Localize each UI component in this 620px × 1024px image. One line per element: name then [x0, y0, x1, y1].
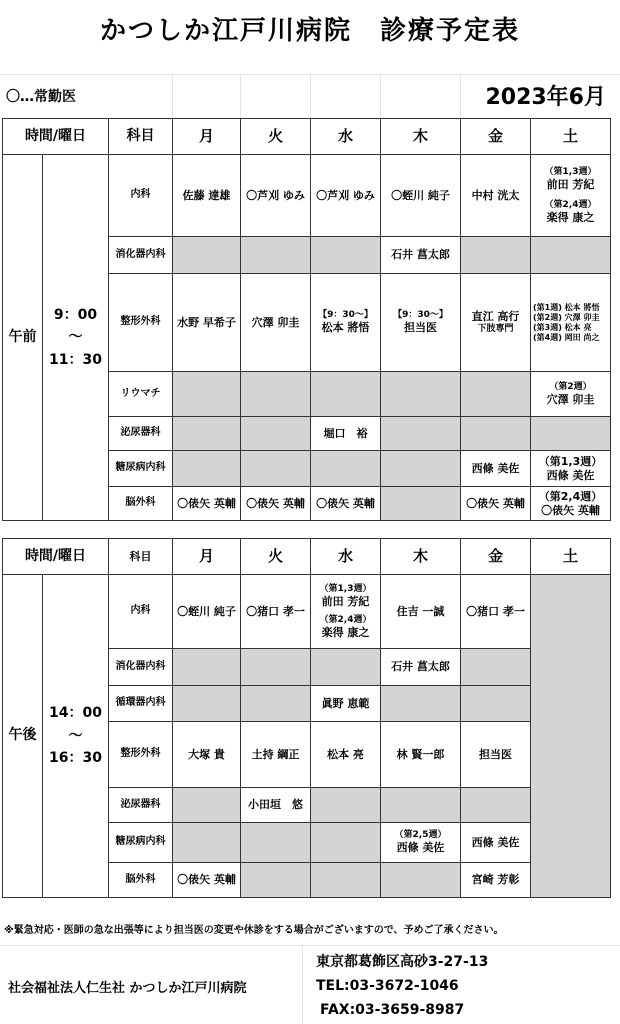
- header-day-mon: 月: [173, 539, 241, 575]
- closed-cell: [381, 417, 461, 451]
- closed-cell: [531, 237, 611, 274]
- week-note: （第2,4週）: [319, 614, 372, 625]
- pm-time-start: 14：00: [49, 705, 102, 722]
- closed-cell: [461, 686, 531, 722]
- closed-cell: [241, 823, 311, 863]
- closed-cell: [381, 451, 461, 487]
- doctor-cell: [311, 575, 381, 649]
- doctor-cell: 水野 早希子: [173, 274, 241, 372]
- time-note: 【9：30～】: [318, 310, 373, 320]
- grid-line: [460, 74, 461, 118]
- closed-cell: [531, 417, 611, 451]
- hospital-fax: FAX:03-3659-8987: [320, 1002, 465, 1018]
- header-day-wed: 水: [311, 539, 381, 575]
- pm-time-range: [43, 575, 109, 898]
- doctor-name: 西條 美佐: [546, 468, 595, 482]
- closed-cell: [381, 372, 461, 417]
- closed-cell: [241, 237, 311, 274]
- subject-cell: 整形外科: [109, 274, 173, 372]
- grid-line: [240, 74, 241, 118]
- grid-line: [172, 74, 173, 118]
- header-day-mon: 月: [173, 119, 241, 155]
- week-doctor-line: (第1週) 松本 將悟: [533, 302, 600, 312]
- closed-cell: [461, 788, 531, 823]
- pm-schedule-table: [2, 538, 611, 898]
- doctor-cell: 穴澤 卯圭: [241, 274, 311, 372]
- header-time-day: 時間/曜日: [3, 539, 109, 575]
- page-title: かつしか江戸川病院 診療予定表: [99, 16, 520, 46]
- doctor-name: 前田 芳紀: [546, 177, 595, 191]
- doctor-cell: 林 賢一郎: [381, 722, 461, 788]
- hospital-tel: TEL:03-3672-1046: [316, 978, 459, 994]
- pm-time-end: 16：30: [49, 750, 102, 767]
- doctor-cell: 〇俵矢 英輔: [173, 487, 241, 521]
- header-day-tue: 火: [241, 119, 311, 155]
- doctor-cell: [381, 274, 461, 372]
- closed-cell: [311, 372, 381, 417]
- grid-line: [380, 74, 381, 118]
- doctor-cell: 小田垣 悠: [241, 788, 311, 823]
- subject-cell: 糖尿病内科: [109, 823, 173, 863]
- subject-cell: 消化器内科: [109, 237, 173, 274]
- schedule-month: 2023年6月: [485, 85, 606, 110]
- doctor-cell: 佐藤 達雄: [173, 155, 241, 237]
- doctor-name: 西條 美佐: [396, 841, 445, 855]
- header-day-sat: 土: [531, 539, 611, 575]
- subject-cell: 脳外科: [109, 487, 173, 521]
- header-day-sat: 土: [531, 119, 611, 155]
- doctor-name: 穴澤 卯圭: [546, 392, 595, 406]
- closed-cell: [311, 451, 381, 487]
- saturday-closed-cell: [531, 575, 611, 898]
- subject-cell: 消化器内科: [109, 649, 173, 686]
- footer-notice: ※緊急対応・医師の急な出張等により担当医の変更や休診をする場合がございますので、予めご了承ください。: [4, 925, 504, 936]
- week-doctor-line: (第4週) 岡田 尚之: [533, 332, 600, 342]
- subject-cell: 内科: [109, 155, 173, 237]
- closed-cell: [173, 417, 241, 451]
- closed-cell: [311, 823, 381, 863]
- legend-fulltime: 〇…常勤医: [6, 89, 76, 105]
- subject-cell: 泌尿器科: [109, 417, 173, 451]
- subject-cell: 泌尿器科: [109, 788, 173, 823]
- closed-cell: [241, 417, 311, 451]
- header-subject: 科目: [109, 539, 173, 575]
- doctor-cell-sat: [531, 451, 611, 487]
- grid-line: [302, 945, 303, 1024]
- header-day-thu: 木: [381, 539, 461, 575]
- week-note: （第1,3週）: [319, 583, 372, 594]
- am-schedule-table: [2, 118, 611, 521]
- doctor-cell: 〇蛭川 純子: [173, 575, 241, 649]
- doctor-cell: 大塚 貴: [173, 722, 241, 788]
- am-time-end: 11：30: [49, 351, 102, 368]
- closed-cell: [461, 417, 531, 451]
- specialty-note: 下肢専門: [477, 323, 514, 334]
- doctor-cell: 〇猪口 孝一: [241, 575, 311, 649]
- closed-cell: [173, 788, 241, 823]
- doctor-cell: 中村 洸太: [461, 155, 531, 237]
- doctor-cell: 住吉 一誠: [381, 575, 461, 649]
- closed-cell: [381, 686, 461, 722]
- subject-cell: 脳外科: [109, 863, 173, 898]
- closed-cell: [173, 649, 241, 686]
- closed-cell: [311, 649, 381, 686]
- closed-cell: [461, 372, 531, 417]
- doctor-cell: 石井 菖太郎: [381, 649, 461, 686]
- pm-time-sep: ～: [68, 727, 83, 744]
- doctor-cell: 〇俵矢 英輔: [173, 863, 241, 898]
- doctor-cell: 〇俵矢 英輔: [461, 487, 531, 521]
- doctor-name: 〇俵矢 英輔: [541, 503, 600, 517]
- doctor-cell-sat: [531, 274, 611, 372]
- am-time-range: [43, 155, 109, 521]
- subject-cell: 循環器内科: [109, 686, 173, 722]
- am-time-start: 9：00: [53, 306, 98, 323]
- week-note: （第2,5週）: [394, 830, 447, 840]
- doctor-cell: 〇芦刈 ゆみ: [311, 155, 381, 237]
- week-note: （第2,4週）: [538, 489, 603, 503]
- doctor-cell: 〇猪口 孝一: [461, 575, 531, 649]
- closed-cell: [311, 863, 381, 898]
- closed-cell: [241, 451, 311, 487]
- week-doctor-line: (第2週) 穴澤 卯圭: [533, 312, 600, 322]
- grid-line: [0, 945, 620, 946]
- doctor-name: 松本 將悟: [321, 321, 370, 335]
- header-day-tue: 火: [241, 539, 311, 575]
- header-day-wed: 水: [311, 119, 381, 155]
- week-doctor-line: (第3週) 松本 亮: [533, 322, 592, 332]
- doctor-name: 直江 高行: [471, 310, 520, 323]
- doctor-cell-sat: [531, 372, 611, 417]
- doctor-cell: 石井 菖太郎: [381, 237, 461, 274]
- subject-cell: 整形外科: [109, 722, 173, 788]
- closed-cell: [461, 237, 531, 274]
- doctor-cell: 〇俵矢 英輔: [311, 487, 381, 521]
- doctor-cell-sat: [531, 155, 611, 237]
- header-time-day: 時間/曜日: [3, 119, 109, 155]
- doctor-cell: 担当医: [461, 722, 531, 788]
- doctor-name: 担当医: [404, 321, 437, 335]
- time-note: 【9：30～】: [393, 310, 448, 320]
- doctor-name: 前田 芳紀: [321, 594, 370, 608]
- header-day-fri: 金: [461, 539, 531, 575]
- doctor-cell: 西條 美佐: [461, 451, 531, 487]
- closed-cell: [381, 863, 461, 898]
- doctor-cell: 〇俵矢 英輔: [241, 487, 311, 521]
- doctor-cell: 堀口 裕: [311, 417, 381, 451]
- week-note: （第2週）: [549, 381, 592, 392]
- closed-cell: [381, 487, 461, 521]
- doctor-cell: 西條 美佐: [461, 823, 531, 863]
- week-note: （第2,4週）: [544, 199, 597, 210]
- closed-cell: [173, 823, 241, 863]
- doctor-cell: 松本 亮: [311, 722, 381, 788]
- closed-cell: [241, 649, 311, 686]
- doctor-cell: 〇芦刈 ゆみ: [241, 155, 311, 237]
- closed-cell: [241, 372, 311, 417]
- closed-cell: [381, 788, 461, 823]
- closed-cell: [311, 237, 381, 274]
- doctor-cell-sat: [531, 487, 611, 521]
- doctor-cell: [311, 274, 381, 372]
- grid-line: [310, 74, 311, 118]
- doctor-cell: 宮崎 芳彰: [461, 863, 531, 898]
- closed-cell: [311, 788, 381, 823]
- pm-period-label: 午後: [3, 575, 43, 898]
- closed-cell: [241, 863, 311, 898]
- header-day-thu: 木: [381, 119, 461, 155]
- doctor-cell: [461, 274, 531, 372]
- subject-cell: 糖尿病内科: [109, 451, 173, 487]
- hospital-organization: 社会福祉法人仁生社 かつしか江戸川病院: [8, 981, 247, 996]
- hospital-contact: [316, 950, 488, 1022]
- header-subject: 科目: [109, 119, 173, 155]
- closed-cell: [173, 686, 241, 722]
- doctor-cell: 土持 綱正: [241, 722, 311, 788]
- hospital-address: 東京都葛飾区高砂3-27-13: [316, 954, 489, 970]
- am-time-sep: ～: [68, 329, 83, 346]
- closed-cell: [241, 686, 311, 722]
- week-note: （第1,3週）: [544, 166, 597, 177]
- doctor-name: 楽得 康之: [321, 625, 370, 639]
- week-note: （第1,3週）: [538, 454, 603, 468]
- closed-cell: [173, 372, 241, 417]
- closed-cell: [173, 451, 241, 487]
- closed-cell: [173, 237, 241, 274]
- doctor-cell: [381, 823, 461, 863]
- subject-cell: リウマチ: [109, 372, 173, 417]
- doctor-cell: 〇蛭川 純子: [381, 155, 461, 237]
- subject-cell: 内科: [109, 575, 173, 649]
- header-day-fri: 金: [461, 119, 531, 155]
- doctor-cell: 眞野 恵範: [311, 686, 381, 722]
- am-period-label: 午前: [3, 155, 43, 521]
- closed-cell: [461, 649, 531, 686]
- doctor-name: 楽得 康之: [546, 210, 595, 224]
